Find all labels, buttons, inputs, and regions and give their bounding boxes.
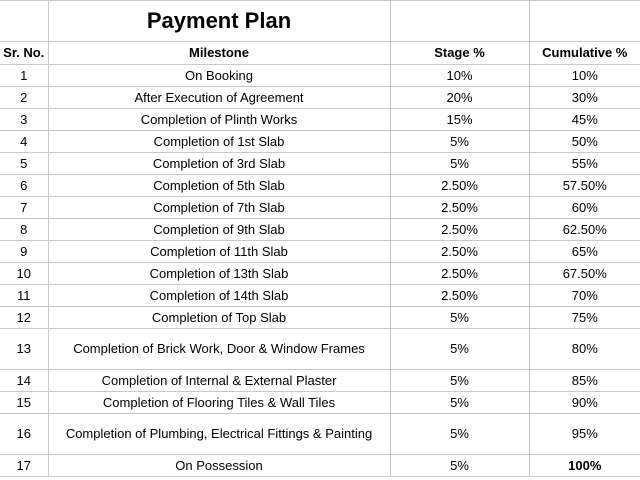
cell-stage: 5% [390,392,529,414]
cell-sr-no: 17 [0,455,48,477]
table-row [0,414,640,455]
cell-sr-no: 9 [0,241,48,263]
cell-stage: 5% [390,131,529,153]
cell-milestone: Completion of 13th Slab [48,263,390,285]
cell-sr-no: 11 [0,285,48,307]
cell-milestone: Completion of Flooring Tiles & Wall Tiles [48,392,390,414]
table-row [0,455,640,477]
cell-stage: 5% [390,414,529,455]
cell-stage: 2.50% [390,175,529,197]
cell-milestone: After Execution of Agreement [48,87,390,109]
cell-stage: 2.50% [390,219,529,241]
cell-sr-no: 1 [0,65,48,87]
title-cell [48,1,390,42]
table-row [0,285,640,307]
cell-cumulative: 85% [529,370,640,392]
cell-sr-no: 10 [0,263,48,285]
cell-sr-no: 14 [0,370,48,392]
cell-milestone: Completion of Plinth Works [48,109,390,131]
cell-cumulative: 55% [529,153,640,175]
table-row [0,109,640,131]
cell-milestone: Completion of 9th Slab [48,219,390,241]
table-row [0,219,640,241]
cell-cumulative: 30% [529,87,640,109]
table-row [0,131,640,153]
cell-stage: 5% [390,455,529,477]
cell-stage: 5% [390,329,529,370]
cell-stage: 2.50% [390,263,529,285]
cell-milestone: Completion of 11th Slab [48,241,390,263]
cell-cumulative: 65% [529,241,640,263]
cell-sr-no: 7 [0,197,48,219]
title-spacer-cell [0,1,48,42]
cell-cumulative: 67.50% [529,263,640,285]
cell-milestone: On Possession [48,455,390,477]
cell-cumulative: 50% [529,131,640,153]
cell-sr-no: 3 [0,109,48,131]
table-row [0,175,640,197]
cell-stage: 5% [390,153,529,175]
header-row [0,42,640,65]
cell-sr-no: 15 [0,392,48,414]
header-sr-no: Sr. No. [0,42,48,65]
cell-milestone: Completion of 3rd Slab [48,153,390,175]
cell-cumulative: 95% [529,414,640,455]
page-title: Payment Plan [146,8,292,33]
cell-cumulative: 75% [529,307,640,329]
cell-cumulative: 62.50% [529,219,640,241]
table-row [0,197,640,219]
title-spacer-cell [529,1,640,42]
cell-stage: 15% [390,109,529,131]
cell-milestone: On Booking [48,65,390,87]
table-row [0,263,640,285]
cell-milestone: Completion of Internal & External Plaster [48,370,390,392]
cell-stage: 10% [390,65,529,87]
title-spacer-cell [390,1,529,42]
cell-cumulative: 80% [529,329,640,370]
cell-milestone: Completion of 14th Slab [48,285,390,307]
cell-milestone: Completion of 5th Slab [48,175,390,197]
table-row [0,329,640,370]
table-row [0,392,640,414]
cell-cumulative: 57.50% [529,175,640,197]
cell-cumulative: 10% [529,65,640,87]
cell-cumulative: 45% [529,109,640,131]
cell-milestone: Completion of Top Slab [48,307,390,329]
cell-cumulative: 70% [529,285,640,307]
cell-sr-no: 8 [0,219,48,241]
table-row [0,370,640,392]
title-row [0,1,640,42]
cell-stage: 2.50% [390,285,529,307]
header-cumulative: Cumulative % [529,42,640,65]
cell-milestone: Completion of Brick Work, Door & Window Frames [48,329,390,370]
cell-sr-no: 6 [0,175,48,197]
cell-cumulative: 90% [529,392,640,414]
cell-stage: 2.50% [390,241,529,263]
table-row [0,87,640,109]
table-row [0,65,640,87]
cell-sr-no: 4 [0,131,48,153]
cell-sr-no: 12 [0,307,48,329]
table-row [0,307,640,329]
cell-stage: 20% [390,87,529,109]
cell-cumulative: 60% [529,197,640,219]
cell-sr-no: 13 [0,329,48,370]
table-row [0,153,640,175]
table-row [0,241,640,263]
cell-sr-no: 5 [0,153,48,175]
cell-milestone: Completion of 1st Slab [48,131,390,153]
header-stage: Stage % [390,42,529,65]
cell-stage: 2.50% [390,197,529,219]
cell-stage: 5% [390,370,529,392]
cell-sr-no: 16 [0,414,48,455]
cell-sr-no: 2 [0,87,48,109]
header-milestone: Milestone [48,42,390,65]
cell-cumulative: 100% [529,455,640,477]
cell-milestone: Completion of Plumbing, Electrical Fittings & Painting [48,414,390,455]
cell-stage: 5% [390,307,529,329]
cell-milestone: Completion of 7th Slab [48,197,390,219]
